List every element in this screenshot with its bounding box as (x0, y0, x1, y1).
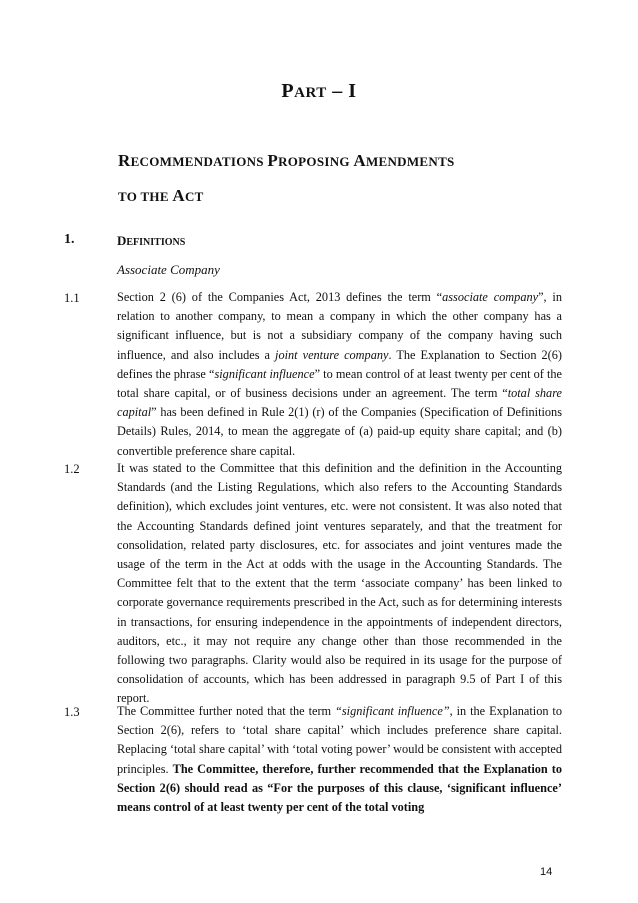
paragraph-1-3: The Committee further noted that the term “significant influence”, in the Explanation to Section 2(6), refers to ‘total share capital’ which includes preference share capital. Replacing ‘total share capital’ with ‘total voting power’ would be consistent with accepted principles. The Committee, therefore, further recommended that the Explanation to Section 2(6) should read as “For the purposes of this clause, ‘significant influence’ means control of at least twenty per cent of the total voting (117, 704, 563, 815)
paragraph-number: 1.2 (64, 462, 80, 476)
paragraph-1-2: It was stated to the Committee that this definition and the definition in the Accounting Standards (and the Listing Regulations, which also refers to the Accounting Standards definition), which excludes joint ventures, etc. were not consistent. It was also noted that the Accounting Standards defined joint ventures separately, and that the treatment for consolidation, related party disclosures, etc. for associates and joint ventures made the usage of the term in the Act at odds with the usage in the Accounting Standards. The Committee felt that to the extent that the term ‘associate company’ has been linked to corporate governance requirements prescribed in the Act, such as for determining interests in transactions, for ensuring independence in the appointments of independent directors, auditors, etc., it may not require any change other than those recommended in the following two paragraphs. Clarity would also be required in its usage for the purpose of consolidation of accounts, which has been addressed in paragraph 9.5 of Part I of this report. (117, 461, 562, 706)
part-title: PART – I (281, 80, 357, 102)
section-title: DEFINITIONS (117, 233, 186, 248)
paragraph-number: 1.1 (64, 291, 80, 305)
page-number: 14 (540, 866, 553, 878)
paragraph-1-1: Section 2 (6) of the Companies Act, 2013 defines the term “associate company”, in relation to another company, to mean a company in which the other company has a significant influence, but is not a subsidiary company of the company having such influence, and also includes a joint venture company. The Explanation to Section 2(6) defines the phrase “significant influence” to mean control of at least twenty per cent of the total share capital, or of business decisions under an agreement. The term “total share capital” has been defined in Rule 2(1) (r) of the Companies (Specification of Definitions Details) Rules, 2014, to mean the aggregate of (a) paid-up equity share capital; and (b) convertible preference share capital. (117, 290, 563, 458)
paragraph-number: 1.3 (64, 705, 80, 719)
subheading: Associate Company (117, 262, 220, 277)
chapter-heading-line-1: RECOMMENDATIONS PROPOSING AMENDMENTS (118, 151, 455, 170)
chapter-heading-line-2: TO THE ACT (118, 186, 204, 205)
section-number: 1. (64, 232, 75, 247)
